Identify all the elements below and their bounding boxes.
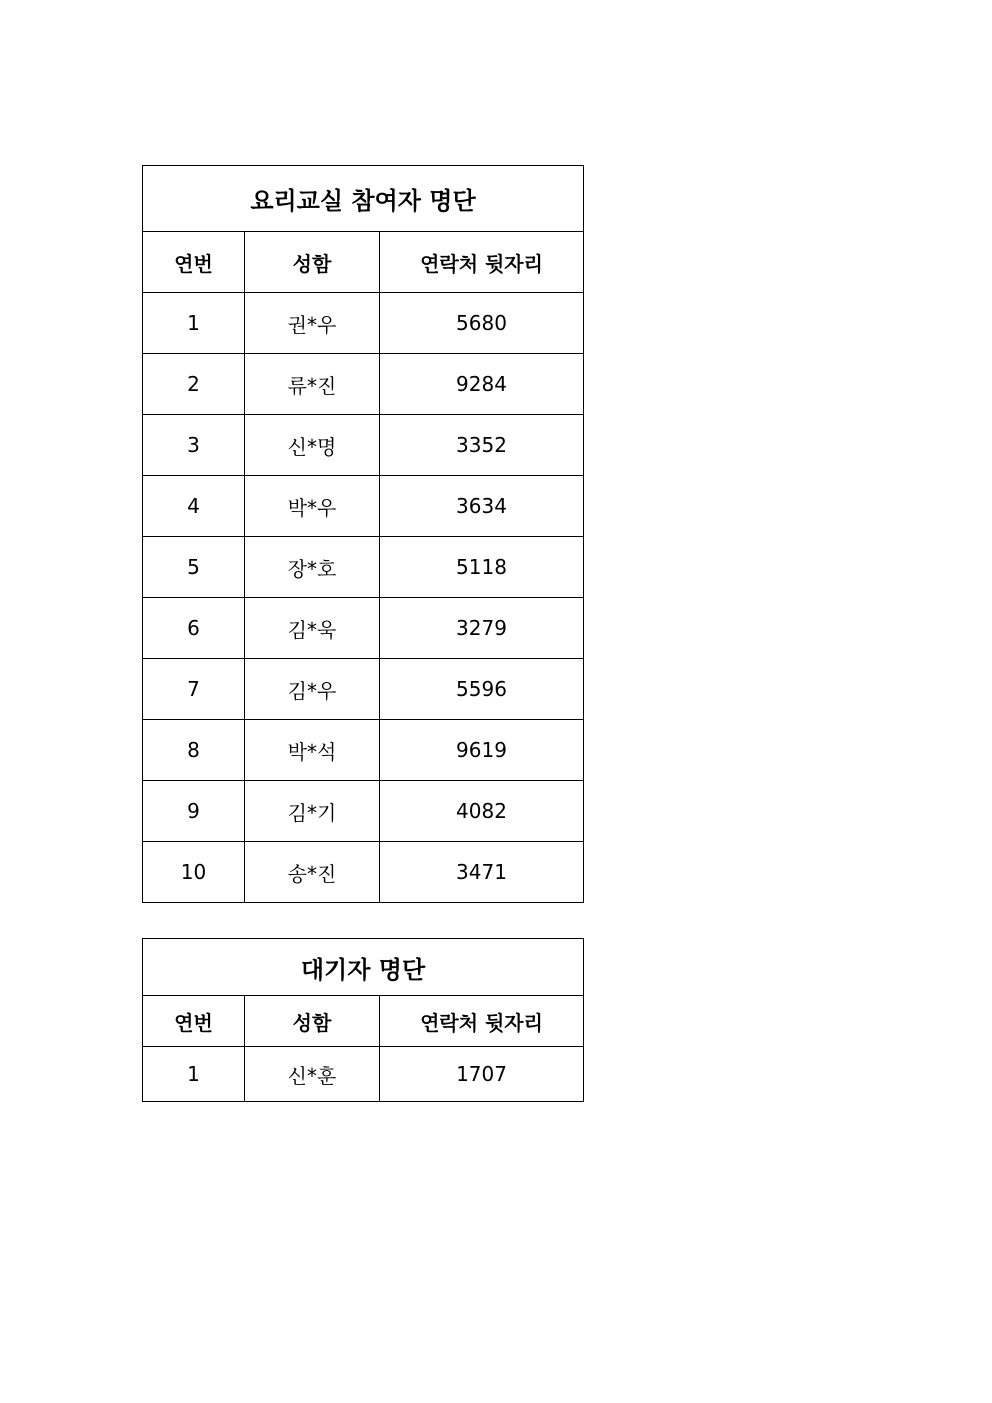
table-row [143, 354, 584, 415]
cell-number: 2 [143, 354, 245, 415]
table-title-row [143, 939, 584, 996]
header-number: 연번 [143, 996, 245, 1047]
table-row [143, 1047, 584, 1102]
waitlist-title: 대기자 명단 [143, 939, 584, 996]
cell-number: 1 [143, 293, 245, 354]
participants-title: 요리교실 참여자 명단 [143, 166, 584, 232]
cell-name: 권*우 [245, 293, 380, 354]
cell-name: 박*석 [245, 720, 380, 781]
table-header-row [143, 232, 584, 293]
cell-name: 김*우 [245, 659, 380, 720]
cell-phone: 9619 [380, 720, 584, 781]
cell-name: 김*기 [245, 781, 380, 842]
table-row [143, 781, 584, 842]
cell-name: 김*욱 [245, 598, 380, 659]
cell-name: 신*명 [245, 415, 380, 476]
table-row [143, 659, 584, 720]
table-row [143, 598, 584, 659]
cell-number: 5 [143, 537, 245, 598]
cell-number: 7 [143, 659, 245, 720]
cell-phone: 1707 [380, 1047, 584, 1102]
cell-number: 6 [143, 598, 245, 659]
header-name: 성함 [245, 232, 380, 293]
table-row [143, 537, 584, 598]
cell-phone: 3352 [380, 415, 584, 476]
cell-phone: 5118 [380, 537, 584, 598]
cell-number: 3 [143, 415, 245, 476]
cell-name: 박*우 [245, 476, 380, 537]
table-row [143, 720, 584, 781]
participants-table [142, 165, 584, 903]
cell-name: 장*호 [245, 537, 380, 598]
table-header-row [143, 996, 584, 1047]
cell-number: 4 [143, 476, 245, 537]
table-title-row [143, 166, 584, 232]
cell-phone: 9284 [380, 354, 584, 415]
cell-phone: 3634 [380, 476, 584, 537]
cell-number: 8 [143, 720, 245, 781]
cell-phone: 5680 [380, 293, 584, 354]
cell-number: 9 [143, 781, 245, 842]
header-number: 연번 [143, 232, 245, 293]
cell-name: 류*진 [245, 354, 380, 415]
cell-name: 신*훈 [245, 1047, 380, 1102]
cell-name: 송*진 [245, 842, 380, 903]
cell-number: 1 [143, 1047, 245, 1102]
table-row [143, 476, 584, 537]
cell-number: 10 [143, 842, 245, 903]
waitlist-table [142, 938, 584, 1102]
header-name: 성함 [245, 996, 380, 1047]
cell-phone: 3279 [380, 598, 584, 659]
cell-phone: 3471 [380, 842, 584, 903]
cell-phone: 5596 [380, 659, 584, 720]
table-row [143, 415, 584, 476]
header-phone: 연락처 뒷자리 [380, 996, 584, 1047]
table-row [143, 293, 584, 354]
table-row [143, 842, 584, 903]
cell-phone: 4082 [380, 781, 584, 842]
header-phone: 연락처 뒷자리 [380, 232, 584, 293]
